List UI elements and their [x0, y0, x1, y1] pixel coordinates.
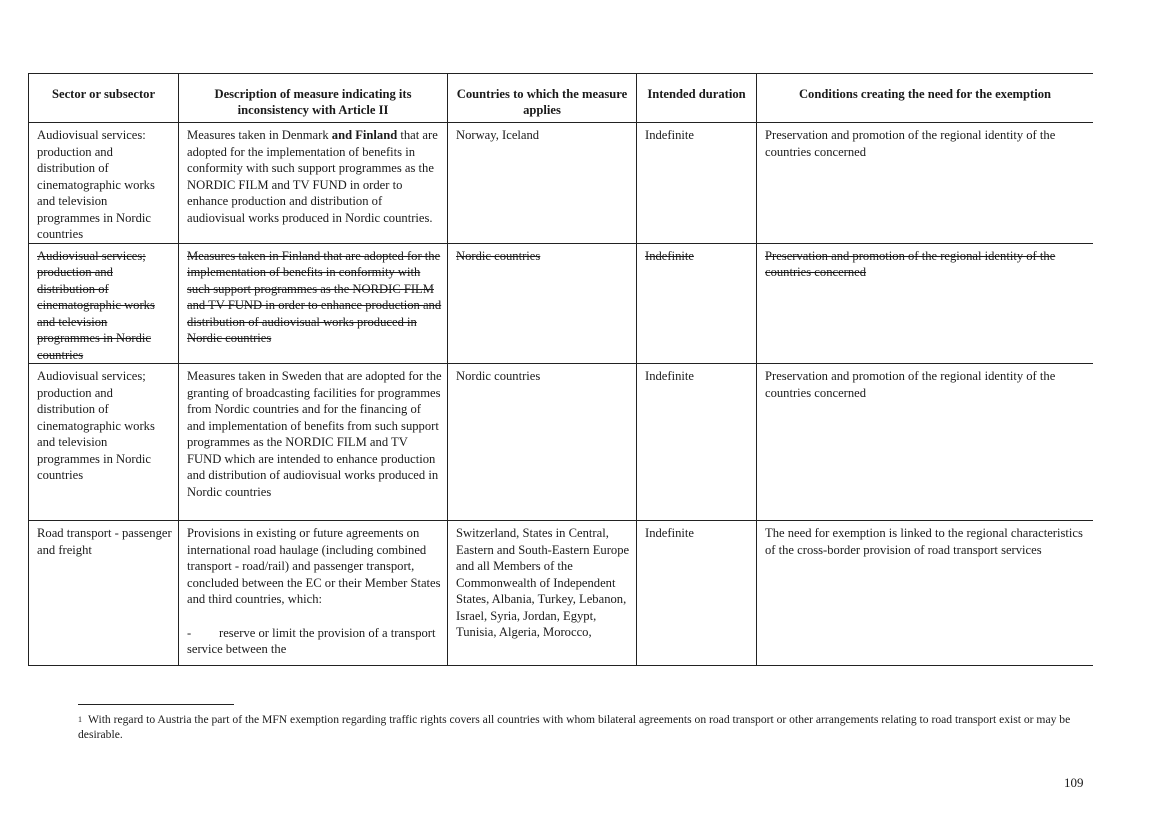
table-row-deleted: [29, 243, 1094, 364]
cell-sector: Audiovisual services: production and distribution of cinematographic works and television programmes in Nordic countries: [29, 123, 179, 244]
cell-countries: Switzerland, States in Central, Eastern and South-Eastern Europe and all Members of the Commonwealth of Independent States, Albania, Turkey, Lebanon, Israel, Syria, Jordan, Egypt, Tunisia, Algeria, Morocco,: [448, 521, 637, 666]
cell-countries: Nordic countries: [448, 243, 637, 364]
cell-duration: Indefinite: [637, 243, 757, 364]
desc-text: Measures taken in Denmark: [187, 128, 332, 142]
header-sector: Sector or subsector: [29, 74, 179, 123]
table-header-row: [29, 74, 1094, 123]
bullet-text: reserve or limit the provision of a transport service between the: [187, 625, 436, 656]
cell-sector: Road transport - passenger and freight: [29, 521, 179, 666]
header-conditions: Conditions creating the need for the exemption: [757, 74, 1094, 123]
footnote: [78, 712, 1078, 742]
table-row: [29, 123, 1094, 244]
cell-sector: Audiovisual services; production and distribution of cinematographic works and television programmes in Nordic countries: [29, 243, 179, 364]
cell-description: Measures taken in Finland that are adopted for the implementation of benefits in conformity with such support programmes as the NORDIC FILM and TV FUND in order to enhance production and distribution of audiovisual works produced in Nordic countries: [179, 243, 448, 364]
footnote-divider: [78, 704, 234, 705]
cell-sector: Audiovisual services; production and distribution of cinematographic works and television programmes in Nordic countries: [29, 364, 179, 521]
header-countries: Countries to which the measure applies: [448, 74, 637, 123]
cell-description: [179, 521, 448, 666]
exemption-table: [28, 73, 1093, 666]
cell-conditions: The need for exemption is linked to the regional characteristics of the cross-border provision of road transport services: [757, 521, 1094, 666]
cell-conditions: Preservation and promotion of the regional identity of the countries concerned: [757, 123, 1094, 244]
table-row: [29, 364, 1094, 521]
header-description: Description of measure indicating its inconsistency with Article II: [179, 74, 448, 123]
desc-bullet: [187, 625, 442, 658]
desc-inserted-text: and Finland: [331, 128, 398, 142]
table-row: [29, 521, 1094, 666]
cell-countries: Nordic countries: [448, 364, 637, 521]
footnote-text: With regard to Austria the part of the MFN exemption regarding traffic rights covers all countries with whom bilateral agreements on road transport or other arrangements relating to road transport exist or may be desirable.: [78, 713, 1071, 741]
cell-conditions: Preservation and promotion of the regional identity of the countries concerned: [757, 243, 1094, 364]
cell-description: Measures taken in Sweden that are adopted for the granting of broadcasting facilities for programmes from Nordic countries and for the financing of and implementation of benefits from such support programmes as the NORDIC FILM and TV FUND which are intended to enhance production and distribution of audiovisual works produced in Nordic countries: [179, 364, 448, 521]
header-duration: Intended duration: [637, 74, 757, 123]
cell-countries: Norway, Iceland: [448, 123, 637, 244]
cell-duration: Indefinite: [637, 364, 757, 521]
cell-description: [179, 123, 448, 244]
footnote-marker: 1: [78, 715, 82, 724]
cell-duration: Indefinite: [637, 123, 757, 244]
page-number: 109: [1064, 775, 1084, 790]
bullet-dash: -: [187, 625, 192, 640]
desc-text-continued: that are adopted for the implementation of benefits in conformity with such support programmes as the NORDIC FILM and TV FUND in order to enhance production and distribution of audiovisual works produced in Nordic countries.: [187, 128, 438, 225]
cell-duration: Indefinite: [637, 521, 757, 666]
cell-conditions: Preservation and promotion of the regional identity of the countries concerned: [757, 364, 1094, 521]
desc-text: Provisions in existing or future agreements on international road haulage (including combined transport - road/rail) and passenger transport, concluded between the EC or their Member States and third countries, which:: [187, 526, 441, 606]
